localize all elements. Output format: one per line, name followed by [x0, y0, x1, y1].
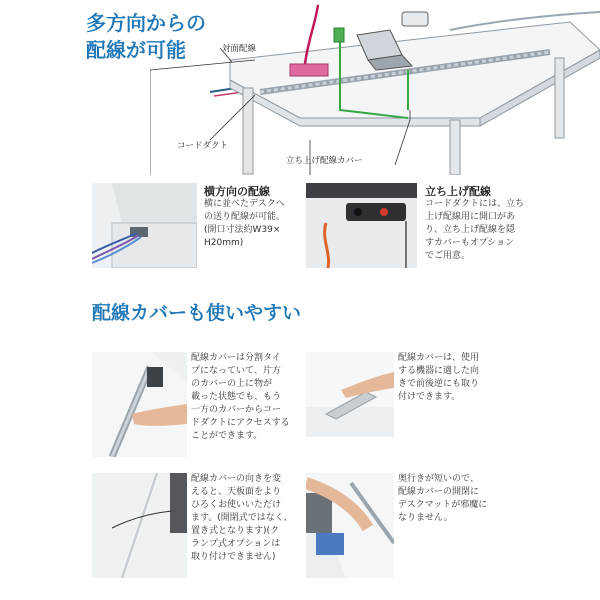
text-line: 配線カバーは、使用 — [398, 353, 480, 363]
text-line: のカバーの上に物が — [191, 379, 273, 389]
photo-side-wiring — [92, 183, 197, 268]
panel-tate-heading: 立ち上げ配線 — [425, 185, 491, 198]
photo-feature-3 — [92, 473, 187, 578]
text-line: えると、天板面をより — [191, 487, 282, 497]
label-taimen: 対面配線 — [222, 44, 257, 54]
text-line: プになっていて、片方 — [191, 366, 281, 376]
text-line: コードダクトには、立ち — [425, 199, 525, 209]
text-line: ます。(開閉式ではなく、 — [191, 513, 293, 523]
text-line: 付けできます。 — [398, 392, 461, 402]
label-cord-duct: コードダクト — [177, 141, 229, 151]
panel-yoko-text — [204, 198, 299, 250]
text-line: り、立ち上げ配線を隠 — [425, 225, 516, 235]
feature-1-text — [191, 352, 301, 443]
text-line: ドダクトにアクセスする — [191, 418, 290, 428]
text-line: すカバーもオプション — [425, 238, 515, 248]
feature-2-text — [398, 352, 498, 404]
text-line: ひろくお使いいただけ — [191, 500, 282, 510]
photo-feature-4 — [306, 473, 394, 578]
text-line: 配線カバーの開閉に — [398, 487, 480, 497]
photo-riser-wiring — [306, 183, 417, 268]
text-line: 配線カバーは分割タイ — [191, 353, 281, 363]
text-line: 奥行きが短いので、 — [398, 474, 479, 484]
text-line: でご用意。 — [425, 251, 471, 261]
section2-title: 配線カバーも使いやすい — [92, 302, 302, 324]
main-title-line1: 多方向からの — [86, 11, 206, 35]
text-line: H20mm) — [204, 238, 244, 248]
panel-tate-text — [425, 198, 525, 263]
label-tachiage: 立ち上げ配線カバー — [286, 156, 363, 166]
text-line: デスクマットが邪魔に — [398, 500, 488, 510]
main-title-line2: 配線が可能 — [86, 38, 186, 62]
text-line: きで前後逆にも取り — [398, 379, 480, 389]
feature-3-text — [191, 473, 301, 564]
panel-yoko-heading: 横方向の配線 — [204, 185, 270, 198]
text-line: ランプ式オプションは — [191, 539, 281, 549]
text-line: 取り付けできません) — [191, 552, 276, 562]
text-line: 置き式となります)(ク — [191, 526, 280, 536]
text-line: する機器に適した向 — [398, 366, 480, 376]
text-line: ことができます。 — [191, 431, 263, 441]
text-line: (開口寸法約W39× — [204, 225, 281, 235]
feature-4-text — [398, 473, 498, 525]
photo-feature-1 — [92, 352, 187, 457]
text-line: なりません。 — [398, 513, 453, 523]
text-line: の送り配線が可能。 — [204, 212, 286, 222]
text-line: 横に並べたデスクへ — [204, 199, 285, 209]
text-line: 配線カバーの向きを変 — [191, 474, 282, 484]
text-line: 上げ配線用に開口があ — [425, 212, 516, 222]
text-line: 一方のカバーからコー — [191, 405, 282, 415]
text-line: 載った状態でも、もう — [191, 392, 282, 402]
photo-feature-2 — [306, 352, 394, 437]
